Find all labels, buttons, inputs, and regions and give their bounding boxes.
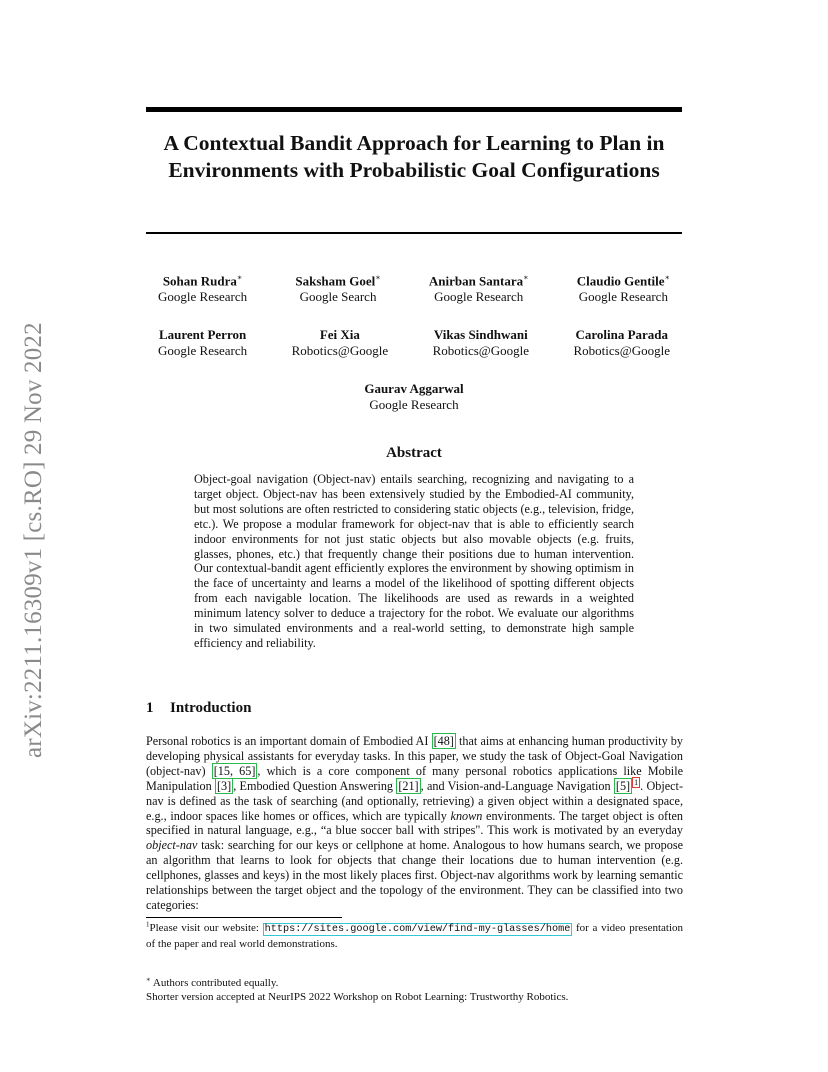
footnote-rule [146,917,342,918]
equal-contribution-mark: ∗ [523,273,529,282]
author-affiliation: Robotics@Google [432,343,530,359]
abstract-text: Object-goal navigation (Object-nav) entails searching, recognizing and navigating to a target object. Object-nav has been extensively studied by the Embodied-AI community, but most solutions are often restricted to considering static objects (e.g., television, fridge, etc.). We propose a modular framework for object-nav that is able to efficiently search indoor environments for not just static objects but also movable objects (e.g. fruits, glasses, phones, etc.) that frequently change their positions due to human intervention. Our contextual-bandit agent efficiently explores the environment by showing optimism in the face of uncertainty and learns a model of the likelihood of spotting different objects from each navigable location. The likelihoods are used as rewards in a weighted minimum latency solver to deduce a trajectory for the robot. We evaluate our algorithms in two simulated environments and a real-world setting, to demonstrate high sample efficiency and reliability. [194,472,634,650]
website-url-link[interactable]: https://sites.google.com/view/find-my-glasses/home [264,924,571,935]
author-affiliation: Google Search [299,289,377,305]
title-bottom-rule [146,232,682,234]
citation-link[interactable]: [5] [615,778,631,793]
equal-contribution-mark: ∗ [664,273,670,282]
intro-text: that aims at enhancing human productivity by developing physical assistants for everyday tasks. In this paper, we study the task of Object-Goal Navigation (object-nav) [146,734,683,778]
citation-link[interactable]: [3] [216,778,232,793]
author-row [146,381,682,413]
section-title: Introduction [170,700,252,716]
footnote [146,921,683,951]
intro-text: , and Vision-and-Language Navigation [420,778,614,793]
author-name: Anirban Santara [428,273,524,289]
arxiv-identifier: arXiv:2211.16309v1 [cs.RO] 29 Nov 2022 [20,322,47,758]
intro-text: . Object-nav is defined as the task of searching (and optionally, retrieving) a given object within a designated space, e.g., indoor spaces like homes or offices, which are typically [146,778,684,823]
author-affiliation: Robotics@Google [291,343,389,359]
intro-emphasis: object-nav [146,838,198,853]
venue-note: Shorter version accepted at NeurIPS 2022 Workshop on Robot Learning: Trustworthy Robotics. [146,991,569,1003]
intro-text: , Embodied Question Answering [233,778,397,793]
citation-link[interactable]: [21] [398,778,419,793]
author [429,270,529,305]
author [364,381,463,413]
author-block [146,270,682,435]
citation-link[interactable]: [15, 65] [213,763,256,778]
note-text: Authors contributed equally. [150,977,279,989]
intro-text: Personal robotics is an important domain of Embodied AI [146,734,432,748]
author [158,270,247,305]
author [158,327,247,359]
author-affiliation: Robotics@Google [573,343,670,359]
introduction-paragraph [146,734,683,913]
author-affiliation: Google Research [369,397,459,413]
equal-contribution-note [146,976,683,1004]
author-name: Sohan Rudra [162,273,237,289]
author-row [146,327,682,359]
section-number: 1 [146,700,154,716]
author [577,270,670,305]
intro-emphasis: known [450,808,483,823]
author-affiliation: Google Research [434,289,524,305]
intro-text: , which is a core component of many personal robotics applications like Mobile Manipulation [146,763,683,793]
author [574,327,670,359]
equal-contribution-mark: ∗ [375,273,381,282]
intro-text: environments. The target object is often specified in natural language, e.g., “a blue soccer ball with stripes". This work is motivated by an everyday [146,808,683,838]
author-affiliation: Google Research [578,289,668,305]
author [295,270,380,305]
author [433,327,529,359]
intro-text: task: searching for our keys or cellphone at home. Analogous to how humans search, we propose an algorithm that learns to look for objects that change their locations due to human intervention (e.g. cellphones, glasses and keys) in the most likely places first. Object-nav algorithms work by learning semantic relationships between the target object and the topology of the environment. They can be classified into two categories: [146,838,683,912]
author-name: Laurent Perron [158,327,247,343]
author-name: Carolina Parada [575,327,669,343]
footnote-text: for a video presentation of the paper and real world demonstrations. [146,922,683,950]
author-name: Saksham Goel [295,273,376,289]
footnote-mark: 1 [146,920,150,929]
author [292,327,388,359]
author-name: Gaurav Aggarwal [364,381,464,397]
abstract-heading: Abstract [386,445,442,461]
author-row [146,270,682,305]
title-top-rule [146,107,682,112]
citation-link[interactable]: [48] [433,734,454,748]
author-affiliation: Google Research [158,343,248,359]
equal-contribution-mark: ∗ [146,975,151,984]
author-name: Fei Xia [319,327,360,343]
author-affiliation: Google Research [158,289,248,305]
equal-contribution-mark: ∗ [236,273,243,282]
footnote-reference-link[interactable]: 1 [634,777,639,787]
paper-title: A Contextual Bandit Approach for Learning to Plan in Environments with Probabilistic Goal Configurations [163,131,665,182]
author-name: Claudio Gentile [576,273,665,289]
footnote-text: Please visit our website: [149,922,263,934]
author-name: Vikas Sindhwani [433,327,528,343]
section-heading [146,700,251,717]
